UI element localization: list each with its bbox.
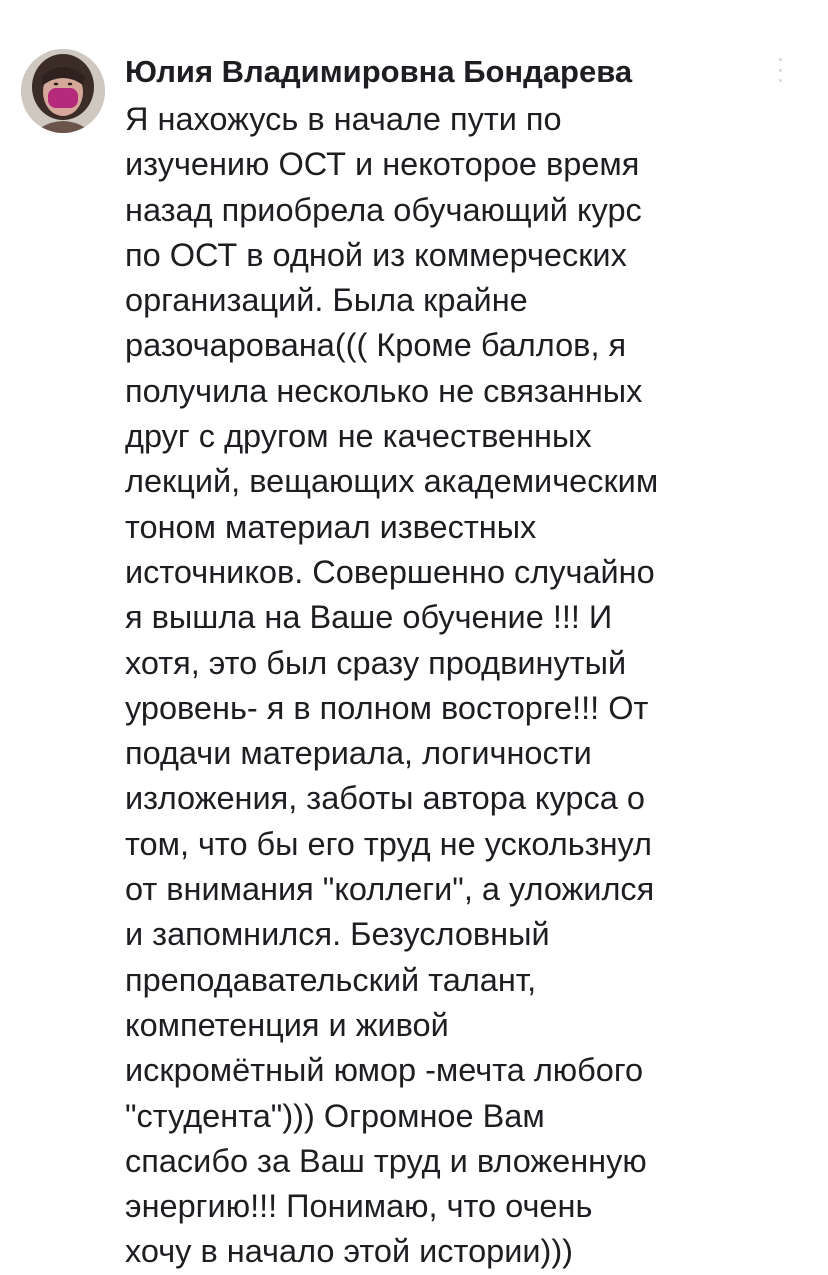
comment-text-line: от внимания "коллеги", а уложился <box>125 871 655 908</box>
comment-text-line: подачи материала, логичности <box>125 735 592 772</box>
comment-text-line: уровень- я в полном восторге!!! От <box>125 689 649 726</box>
comment-text-line: спасибо за Ваш труд и вложенную <box>125 1142 647 1179</box>
comment-text-line: энергию!!! Понимаю, что очень <box>125 1188 593 1225</box>
avatar[interactable] <box>21 49 105 133</box>
comment-text-line: преподавательский талант, <box>125 961 537 998</box>
comment-text-line: хочу в начало этой истории))) <box>125 1233 574 1270</box>
comment-author[interactable]: Юлия Владимировна Бондарева <box>125 54 633 89</box>
comment-text-line: назад приобрела обучающий курс <box>125 191 642 228</box>
comment-text-line: друг с другом не качественных <box>125 418 592 455</box>
comment-text-line: компетенция и живой <box>125 1006 449 1043</box>
comment-text-line: источников. Совершенно случайно <box>125 553 655 590</box>
comment-text-line: тоном материал известных <box>125 508 537 545</box>
comment-text-line: искромётный юмор -мечта любого <box>125 1052 644 1089</box>
comment-text-line: изложения, заботы автора курса о <box>125 780 645 817</box>
comment-text-line: Я нахожусь в начале пути по <box>125 101 562 137</box>
comment-text-line: том, что бы его труд не ускользнул <box>125 825 653 862</box>
comment-text-line: получила несколько не связанных <box>125 372 643 409</box>
comment-text-line: "студента"))) Огромное Вам <box>125 1097 545 1134</box>
comment-text-line: я вышла на Ваше обучение !!! И <box>125 599 613 636</box>
user-avatar-photo <box>21 49 105 133</box>
comment-text-line: и запомнился. Безусловный <box>125 916 550 953</box>
comment-text-line: изучению ОСТ и некоторое время <box>125 146 640 183</box>
comment-text-line: разочарована((( Кроме баллов, я <box>125 327 627 364</box>
comment-text-line: лекций, вещающих академическим <box>125 463 659 500</box>
comment-text-line: по ОСТ в одной из коммерческих <box>125 236 627 273</box>
comment-text-line: хотя, это был сразу продвинутый <box>125 644 627 681</box>
more-options-icon[interactable] <box>770 58 790 82</box>
comment-text-line: организаций. Была крайне <box>125 282 528 319</box>
comment-text <box>125 97 805 1275</box>
